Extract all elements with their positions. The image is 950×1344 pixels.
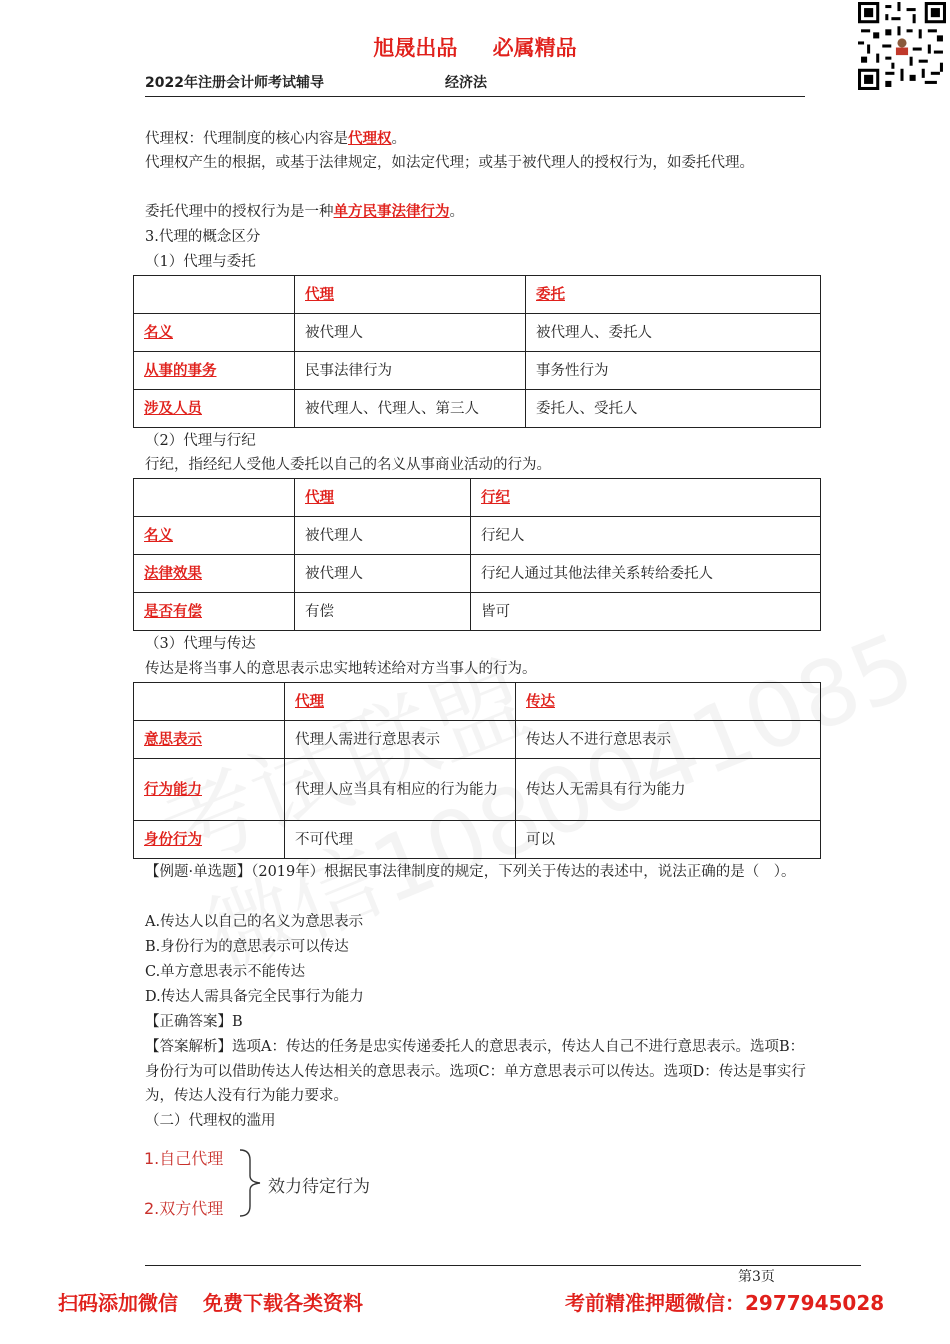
table-cell: 行纪人	[471, 517, 821, 555]
table-row	[134, 821, 821, 859]
row-label: 身份行为	[134, 821, 285, 859]
table-cell: 委托人、受托人	[526, 390, 821, 428]
intro-p2: 代理权产生的根据，或基于法律规定，如法定代理；或基于被代理人的授权行为，如委托代理。	[145, 155, 754, 171]
table-row	[134, 517, 821, 555]
table-row	[134, 759, 821, 821]
diagram-item-dual-agency: 2.双方代理	[144, 1199, 224, 1218]
table-cell: 被代理人、委托人	[526, 314, 821, 352]
table-agency-vs-brokerage	[133, 478, 821, 631]
table-cell: 被代理人	[295, 314, 526, 352]
qr-code-icon	[858, 2, 946, 90]
table-cell: 可以	[516, 821, 821, 859]
intro-p3	[145, 200, 815, 225]
diagram-result: 效力待定行为	[268, 1177, 370, 1197]
table-row	[134, 276, 821, 314]
table-corner	[134, 479, 295, 517]
intro-p1-post: 。	[391, 131, 406, 147]
row-label: 意思表示	[134, 721, 285, 759]
table-header: 委托	[526, 276, 821, 314]
question-option-d: D.传达人需具备完全民事行为能力	[145, 989, 364, 1005]
table-corner	[134, 276, 295, 314]
table-header: 代理	[295, 276, 526, 314]
table-header: 代理	[285, 683, 516, 721]
question-analysis: 【答案解析】选项A：传达的任务是忠实传递委托人的意思表示，传达人自己不进行意思表示。选项B：身份行为可以借助传达人传达相关的意思表示。选项C：单方意思表示可以传达。选项D：传达是事实行为，传达人没有行为能力要求。	[145, 1039, 806, 1104]
table-cell: 传达人不进行意思表示	[516, 721, 821, 759]
diagram-item-self-agency: 1.自己代理	[144, 1149, 224, 1168]
table-cell: 代理人需进行意思表示	[285, 721, 516, 759]
question-option-a: A.传达人以自己的名义为意思表示	[145, 914, 364, 930]
section-3-desc: 传达是将当事人的意思表示忠实地转述给对方当事人的行为。	[145, 661, 537, 677]
question-option-c: C.单方意思表示不能传达	[145, 964, 306, 980]
brace-icon	[236, 1148, 266, 1218]
intro-p1-red: 代理权	[348, 130, 392, 147]
table-row	[134, 593, 821, 631]
section-3-title: （3）代理与传达	[145, 636, 256, 652]
table-cell: 事务性行为	[526, 352, 821, 390]
table-header: 行纪	[471, 479, 821, 517]
intro-p1-pre: 代理权：代理制度的核心内容是	[145, 131, 348, 147]
page-header	[145, 72, 805, 97]
table-agency-vs-entrustment	[133, 275, 821, 428]
table-cell: 被代理人、代理人、第三人	[295, 390, 526, 428]
table-row	[134, 479, 821, 517]
banner-right: 必属精品	[492, 36, 577, 60]
row-label: 行为能力	[134, 759, 285, 821]
intro-p3-pre: 委托代理中的授权行为是一种	[145, 204, 334, 220]
footer-left-1: 扫码添加微信	[58, 1291, 178, 1315]
table-row	[134, 352, 821, 390]
table-row	[134, 721, 821, 759]
footer-right: 考前精准押题微信：2977945028	[565, 1291, 885, 1315]
page-number: 第3页	[738, 1269, 775, 1285]
table-row	[134, 555, 821, 593]
footer-left-2: 免费下载各类资料	[202, 1291, 363, 1315]
table-header: 代理	[295, 479, 471, 517]
table-cell: 被代理人	[295, 517, 471, 555]
footer-left	[58, 1287, 363, 1316]
table-row	[134, 390, 821, 428]
table-cell: 传达人无需具有行为能力	[516, 759, 821, 821]
table-cell: 行纪人通过其他法律关系转给委托人	[471, 555, 821, 593]
row-label: 从事的事务	[134, 352, 295, 390]
row-label: 是否有偿	[134, 593, 295, 631]
header-subject: 经济法	[445, 75, 487, 91]
table-header: 传达	[516, 683, 821, 721]
section-heading-3: 3.代理的概念区分	[145, 229, 261, 245]
section-abuse-title: （二）代理权的滥用	[145, 1113, 276, 1129]
table-cell: 代理人应当具有相应的行为能力	[285, 759, 516, 821]
row-label: 名义	[134, 517, 295, 555]
question-stem: 【例题·单选题】（2019年）根据民事法律制度的规定，下列关于传达的表述中，说法正确的是（ ）。	[145, 864, 796, 880]
question-answer: 【正确答案】B	[145, 1014, 243, 1030]
table-cell: 有偿	[295, 593, 471, 631]
top-banner	[0, 32, 950, 62]
abuse-diagram	[140, 1142, 400, 1222]
intro-p3-post: 。	[449, 204, 464, 220]
table-cell: 民事法律行为	[295, 352, 526, 390]
section-2-title: （2）代理与行纪	[145, 433, 256, 449]
banner-left: 旭晟出品	[373, 36, 458, 60]
intro-p1	[145, 127, 815, 152]
row-label: 名义	[134, 314, 295, 352]
table-agency-vs-transmission	[133, 682, 821, 859]
intro-p3-red: 单方民事法律行为	[333, 203, 450, 220]
section-1-title: （1）代理与委托	[145, 254, 256, 270]
table-cell: 被代理人	[295, 555, 471, 593]
table-row	[134, 683, 821, 721]
question-option-b: B.身份行为的意思表示可以传达	[145, 939, 349, 955]
table-cell: 不可代理	[285, 821, 516, 859]
section-2-desc: 行纪，指经纪人受他人委托以自己的名义从事商业活动的行为。	[145, 457, 551, 473]
table-row	[134, 314, 821, 352]
row-label: 涉及人员	[134, 390, 295, 428]
row-label: 法律效果	[134, 555, 295, 593]
table-corner	[134, 683, 285, 721]
header-course: 2022年注册会计师考试辅导	[145, 75, 324, 91]
table-cell: 皆可	[471, 593, 821, 631]
